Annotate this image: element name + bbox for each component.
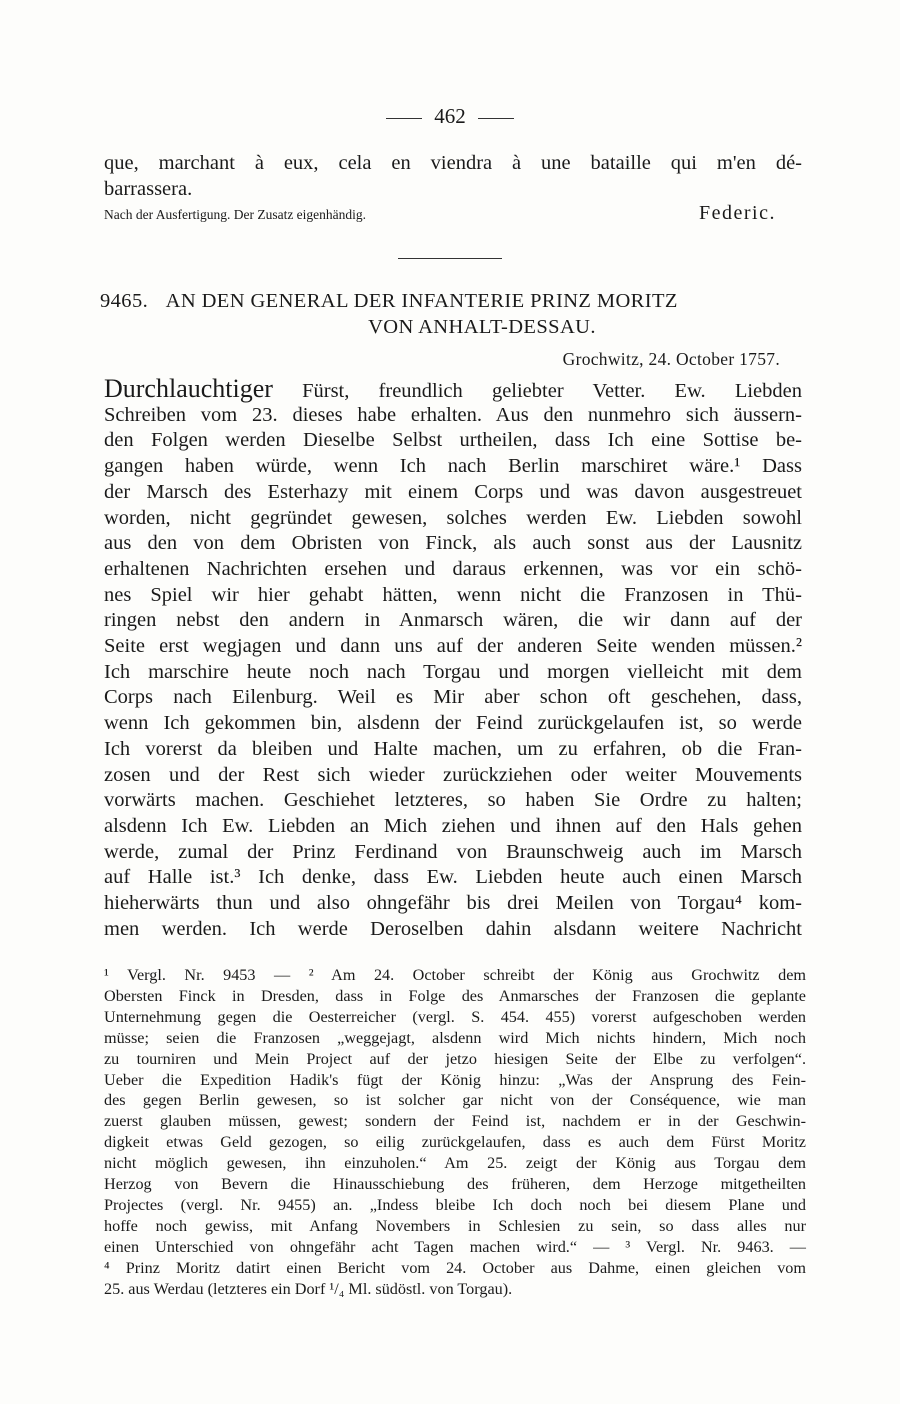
page-number: 462 bbox=[434, 104, 466, 128]
body-line: vorwärts machen. Geschiehet letzteres, so haben Sie Ordre zu halten; bbox=[104, 789, 802, 812]
body-line: erhaltenen Nachrichten ersehen und daraus erkennen, was vor ein schö- bbox=[104, 557, 802, 580]
body-first-word: Durchlauchtiger bbox=[104, 374, 273, 403]
footnote-line: müsse; seien die Franzosen „weggejagt, alsdenn wird Mich nichts hindern, Mich noch bbox=[104, 1028, 806, 1047]
body-line-text: Fürst, freundlich geliebter Vetter. Ew. Liebden bbox=[272, 380, 802, 402]
footnote-line: 25. aus Werdau (letzteres ein Dorf ¹/₄ Ml. südöstl. von Torgau). bbox=[104, 1279, 513, 1298]
body-line: Schreiben vom 23. dieses habe erhalten. Aus den nunmehro sich äussern- bbox=[104, 403, 802, 426]
page-header bbox=[0, 104, 900, 129]
body-line: wenn Ich gekommen bin, alsdenn der Feind zurückgelaufen ist, so werde bbox=[104, 712, 802, 735]
body-line: hieherwärts thun und also ohngefähr bis drei Meilen von Torgau⁴ kom- bbox=[104, 892, 802, 914]
letter-heading bbox=[100, 290, 804, 313]
body-line: aus den von dem Obristen von Finck, als auch sonst aus der Lausnitz bbox=[104, 532, 802, 555]
section-divider bbox=[398, 258, 502, 259]
body-line: auf Halle ist.³ Ich denke, dass Ew. Liebden heute auch einen Marsch bbox=[104, 866, 802, 889]
body-line: Seite erst wegjagen und dann uns auf der anderen Seite wenden müssen.² bbox=[104, 635, 802, 657]
footnote-line: Projectes (vergl. Nr. 9455) an. „Indess bleibe Ich doch noch bei diesem Plane und bbox=[104, 1195, 806, 1214]
body-line: gangen haben würde, wenn Ich nach Berlin marschiret wäre.¹ Dass bbox=[104, 455, 802, 478]
body-line: Ich marschire heute noch nach Torgau und morgen vielleicht mit dem bbox=[104, 660, 802, 683]
letter-number: 9465. bbox=[100, 290, 149, 312]
body-line bbox=[104, 376, 802, 402]
body-line: nes Spiel wir hier gehabt hätten, wenn nicht die Franzosen in Thü- bbox=[104, 583, 802, 606]
letter-title-line-2: VON ANHALT-DESSAU. bbox=[368, 316, 596, 338]
body-line: alsdenn Ich Ew. Liebden an Mich ziehen und ihnen auf den Hals gehen bbox=[104, 814, 802, 837]
body-line: ringen nebst den andern in Anmarsch wären, die wir dann auf der bbox=[104, 609, 802, 632]
footnote-line: Ueber die Expedition Hadik's fügt der König hinzu: „Was der Ansprung des Fein- bbox=[104, 1070, 806, 1089]
body-line: den Folgen werden Dieselbe Selbst urtheilen, dass Ich eine Sottise be- bbox=[104, 429, 802, 452]
footnote-line: zu tourniren und Mein Project auf der jetzo hiesigen Seite der Elbe zu verfolgen“. bbox=[104, 1049, 806, 1068]
footnote-line: nicht möglich gewesen, ihn einzuholen.“ Am 25. zeigt der König aus Torgau dem bbox=[104, 1154, 806, 1173]
source-note: Nach der Ausfertigung. Der Zusatz eigenhändig. bbox=[104, 207, 367, 222]
footnote-line: hoffe noch gewiss, mit Anfang Novembers in Schlesien zu sein, so dass alles nur bbox=[104, 1216, 806, 1235]
footnote-line: Unternehmung gegen die Oesterreicher (vergl. S. 454. 455) vorerst aufgeschoben werden bbox=[104, 1007, 806, 1026]
intro-line-1: que, marchant à eux, cela en viendra à une bataille qui m'en dé- bbox=[104, 152, 802, 174]
place-date: Grochwitz, 24. October 1757. bbox=[562, 349, 780, 369]
body-line: der Marsch des Esterhazy mit einem Corps und was davon ausgestreuet bbox=[104, 480, 802, 503]
footnote-line: des gegen Berlin gewesen, so ist solcher gar nicht von der Conséquence, wie man bbox=[104, 1091, 806, 1110]
footnote-line: Herzog von Bevern die Hinausschiebung des früheren, dem Herzoge mitgetheilten bbox=[104, 1175, 806, 1193]
signature: Federic. bbox=[699, 202, 776, 224]
letter-title-line-1: AN DEN GENERAL DER INFANTERIE PRINZ MORITZ bbox=[165, 290, 678, 312]
header-dash-left bbox=[386, 118, 422, 119]
footnote-line: Obersten Finck in Dresden, dass in Folge des Anmarsches der Franzosen die geplante bbox=[104, 986, 806, 1005]
body-line: zosen und der Rest sich wieder zurückziehen oder weiter Mouvements bbox=[104, 763, 802, 786]
intro-line-2: barrassera. bbox=[104, 178, 193, 200]
body-line: Ich vorerst da bleiben und Halte machen, um zu erfahren, ob die Fran- bbox=[104, 737, 802, 760]
footnote-line: einen Unterschied von ohngefähr acht Tagen machen wird.“ — ³ Vergl. Nr. 9463. — bbox=[104, 1237, 806, 1256]
footnote-line: digkeit etwas Geld gezogen, so eilig zurückgelaufen, dass es auch dem Fürst Moritz bbox=[104, 1133, 806, 1152]
body-line: worden, nicht gegründet gewesen, solches werden Ew. Liebden sowohl bbox=[104, 506, 802, 529]
footnote-line: ⁴ Prinz Moritz datirt einen Bericht vom 24. October aus Dahme, einen gleichen vom bbox=[104, 1258, 806, 1277]
footnote-line: ¹ Vergl. Nr. 9453 — ² Am 24. October schreibt der König aus Grochwitz dem bbox=[104, 966, 806, 984]
header-dash-right bbox=[478, 118, 514, 119]
body-line: werde, zumal der Prinz Ferdinand von Braunschweig auch im Marsch bbox=[104, 840, 802, 863]
body-line: men werden. Ich werde Deroselben dahin alsdann weitere Nachricht bbox=[104, 917, 802, 940]
body-line: Corps nach Eilenburg. Weil es Mir aber schon oft geschehen, dass, bbox=[104, 686, 802, 709]
footnote-line: zuerst glauben müssen, gewest; sondern der Feind ist, nachdem er in der Geschwin- bbox=[104, 1112, 806, 1131]
